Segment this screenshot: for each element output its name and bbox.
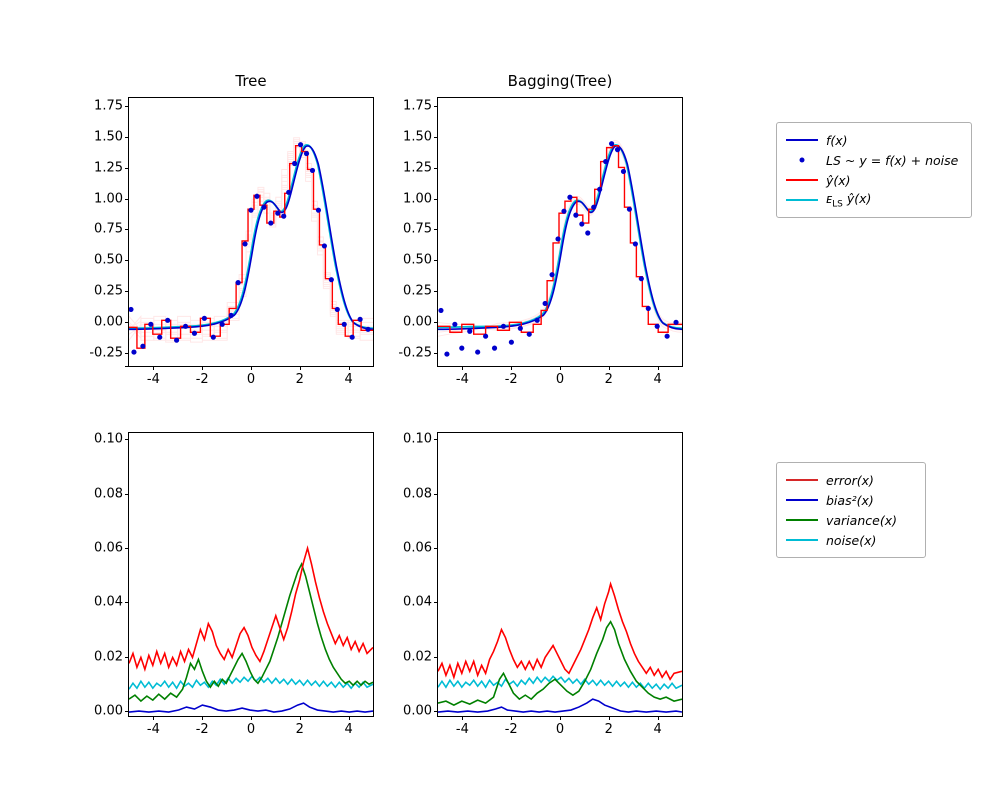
legend-item	[786, 170, 962, 190]
xtick-label: 4	[653, 372, 662, 387]
legend-item	[786, 130, 962, 150]
page-title: Tree	[235, 72, 267, 90]
xtick-label: 2	[295, 722, 304, 737]
xtick-label: -4	[455, 372, 469, 387]
ytick-label: 0.02	[94, 649, 123, 665]
ytick-label: -0.25	[89, 345, 123, 361]
ytick-label: 0.00	[403, 703, 432, 719]
ytick-label: 0.50	[94, 252, 123, 268]
dot-marker-icon	[786, 153, 818, 167]
xtick-label: 0	[555, 372, 565, 387]
line-swatch-icon	[786, 513, 818, 527]
ytick-label: 0.08	[403, 486, 432, 502]
line-swatch-icon	[786, 173, 818, 187]
xtick-label: -2	[195, 372, 209, 387]
legend-item	[786, 510, 916, 530]
plot-area-bagging-decomposition	[438, 433, 682, 716]
series-error	[438, 584, 682, 679]
xtick-label: -4	[146, 722, 160, 737]
axes-tree-decomposition	[94, 431, 374, 737]
xtick-label: 2	[604, 722, 613, 737]
xtick-label: 4	[653, 722, 662, 737]
ytick-label: 0.04	[403, 594, 432, 610]
ytick-label: 1.75	[403, 98, 432, 114]
ytick-label: 0.00	[403, 314, 432, 330]
xtick-label: 0	[246, 372, 256, 387]
legend-bottom	[776, 462, 926, 558]
legend-item	[786, 530, 916, 550]
axes-bagging-fit	[398, 72, 683, 387]
legend-item	[786, 470, 916, 490]
ytick-label: 0.06	[403, 540, 432, 556]
ytick-label: 0.00	[94, 314, 123, 330]
legend-label: error(x)	[826, 472, 874, 488]
ytick-label: 1.25	[403, 160, 432, 176]
ytick-label: 0.25	[403, 283, 432, 299]
xtick-label: -4	[146, 372, 160, 387]
legend-item	[786, 150, 962, 170]
ytick-label: 0.10	[94, 431, 123, 447]
xtick-label: -2	[504, 372, 518, 387]
ytick-label: 0.75	[94, 221, 123, 237]
axes-bagging-decomposition	[403, 431, 683, 737]
ytick-label: 0.04	[94, 594, 123, 610]
legend-label: noise(x)	[826, 532, 877, 548]
legend-label: ᴇ$_{LS}$ ŷ(x)	[826, 190, 872, 210]
ytick-label: 0.75	[403, 221, 432, 237]
xtick-label: 4	[344, 722, 353, 737]
legend-top	[776, 122, 972, 218]
legend-label: LS ~ y = f(x) + noise	[826, 152, 959, 168]
legend-label: ŷ(x)	[826, 172, 851, 188]
xtick-label: -4	[455, 722, 469, 737]
series-noise	[438, 676, 682, 689]
xtick-label: 2	[604, 372, 613, 387]
xtick-label: 4	[344, 372, 353, 387]
line-swatch-icon	[786, 493, 818, 507]
ytick-label: 0.10	[403, 431, 432, 447]
legend-label: bias²(x)	[826, 492, 874, 508]
legend-item	[786, 490, 916, 510]
line-swatch-icon	[786, 533, 818, 547]
ytick-label: 0.00	[94, 703, 123, 719]
plot-area-tree-fit	[129, 98, 373, 366]
ytick-label: 0.06	[94, 540, 123, 556]
plot-area-tree-decomposition	[129, 433, 373, 716]
series-noise	[129, 676, 373, 689]
ytick-label: 1.25	[94, 160, 123, 176]
ytick-label: 0.02	[403, 649, 432, 665]
xtick-label: -2	[504, 722, 518, 737]
ytick-label: 1.75	[94, 98, 123, 114]
line-swatch-icon	[786, 473, 818, 487]
ytick-label: -0.25	[398, 345, 432, 361]
xtick-label: 0	[555, 722, 565, 737]
ytick-label: 0.08	[94, 486, 123, 502]
ytick-label: 1.50	[403, 129, 432, 145]
xtick-label: 0	[246, 722, 256, 737]
series-expected-prediction	[438, 145, 682, 328]
ytick-label: 1.00	[403, 191, 432, 206]
xtick-label: -2	[195, 722, 209, 737]
ytick-label: 0.25	[94, 283, 123, 299]
ytick-label: 0.50	[403, 252, 432, 268]
series-bias-squared	[129, 703, 373, 712]
ytick-label: 1.00	[94, 191, 123, 206]
legend-item	[786, 190, 962, 210]
plot-area-bagging-fit	[438, 98, 682, 366]
series-variance	[129, 564, 373, 701]
line-swatch-icon	[786, 133, 818, 147]
series-error	[129, 548, 373, 669]
axes-tree-fit	[89, 72, 374, 387]
line-swatch-icon	[786, 193, 818, 207]
ytick-label: 1.50	[94, 129, 123, 145]
legend-label: f(x)	[826, 132, 848, 148]
page-title: Bagging(Tree)	[507, 72, 613, 90]
xtick-label: 2	[295, 372, 304, 387]
legend-label: variance(x)	[826, 512, 897, 528]
